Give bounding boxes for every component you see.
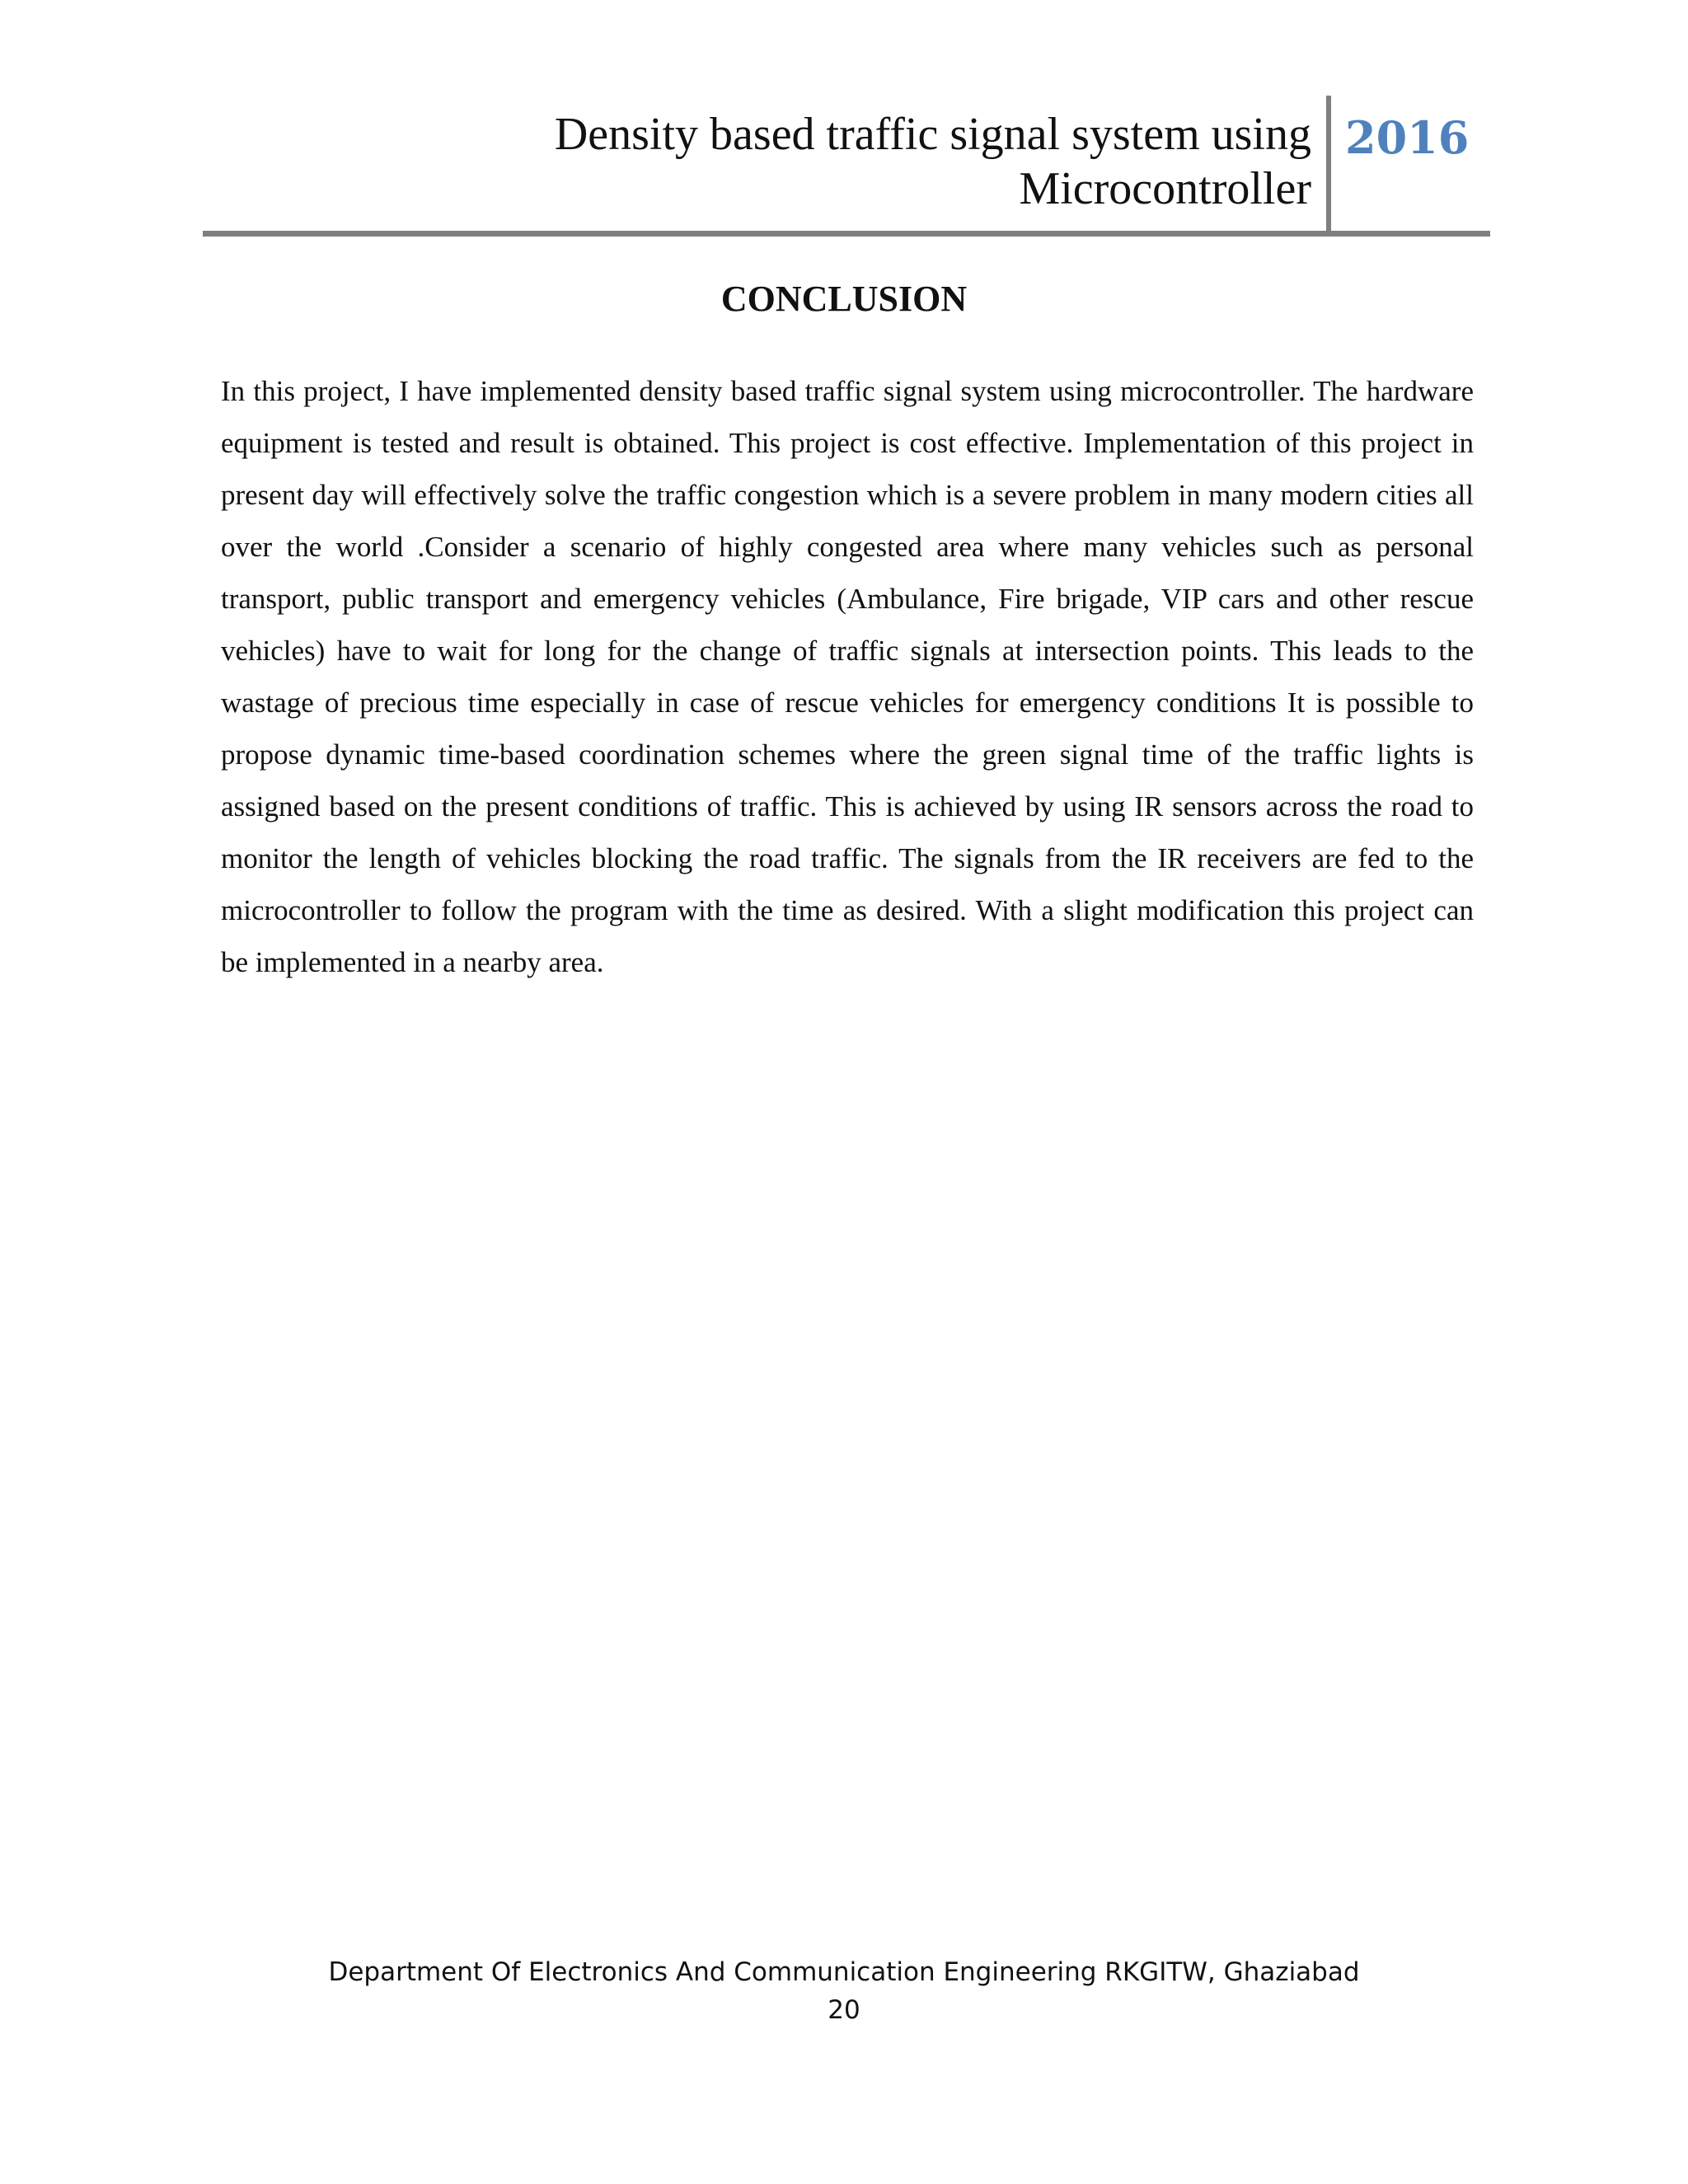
section-title: CONCLUSION	[720, 279, 968, 319]
page-footer	[0, 1953, 1688, 2029]
page-number: 20	[828, 1995, 860, 2025]
header-title-line-1: Density based traffic signal system using	[554, 109, 1311, 160]
header-title-line-2: Microcontroller	[1019, 163, 1311, 214]
page-header	[203, 96, 1489, 236]
footer-department: Department Of Electronics And Communication Engineering RKGITW, Ghaziabad	[328, 1957, 1360, 1987]
header-title	[240, 107, 1311, 216]
header-vertical-divider	[1326, 96, 1331, 232]
header-horizontal-rule	[203, 231, 1490, 237]
header-year: 2016	[1345, 111, 1470, 164]
conclusion-paragraph: In this project, I have implemented density based traffic signal system using microcontroller. The hardware equipment is tested and result is obtained. This project is cost effective. Implementation of this project in present day will effectively solve the traffic congestion which is a severe problem in many modern cities all over the world .Consider a scenario of highly congested area where many vehicles such as personal transport, public transport and emergency vehicles (Ambulance, Fire brigade, VIP cars and other rescue vehicles) have to wait for long for the change of traffic signals at intersection points. This leads to the wastage of precious time especially in case of rescue vehicles for emergency conditions It is possible to propose dynamic time-based coordination schemes where the green signal time of the traffic lights is assigned based on the present conditions of traffic. This is achieved by using IR sensors across the road to monitor the length of vehicles blocking the road traffic. The signals from the IR receivers are fed to the microcontroller to follow the program with the time as desired. With a slight modification this project can be implemented in a nearby area.	[221, 375, 1474, 978]
